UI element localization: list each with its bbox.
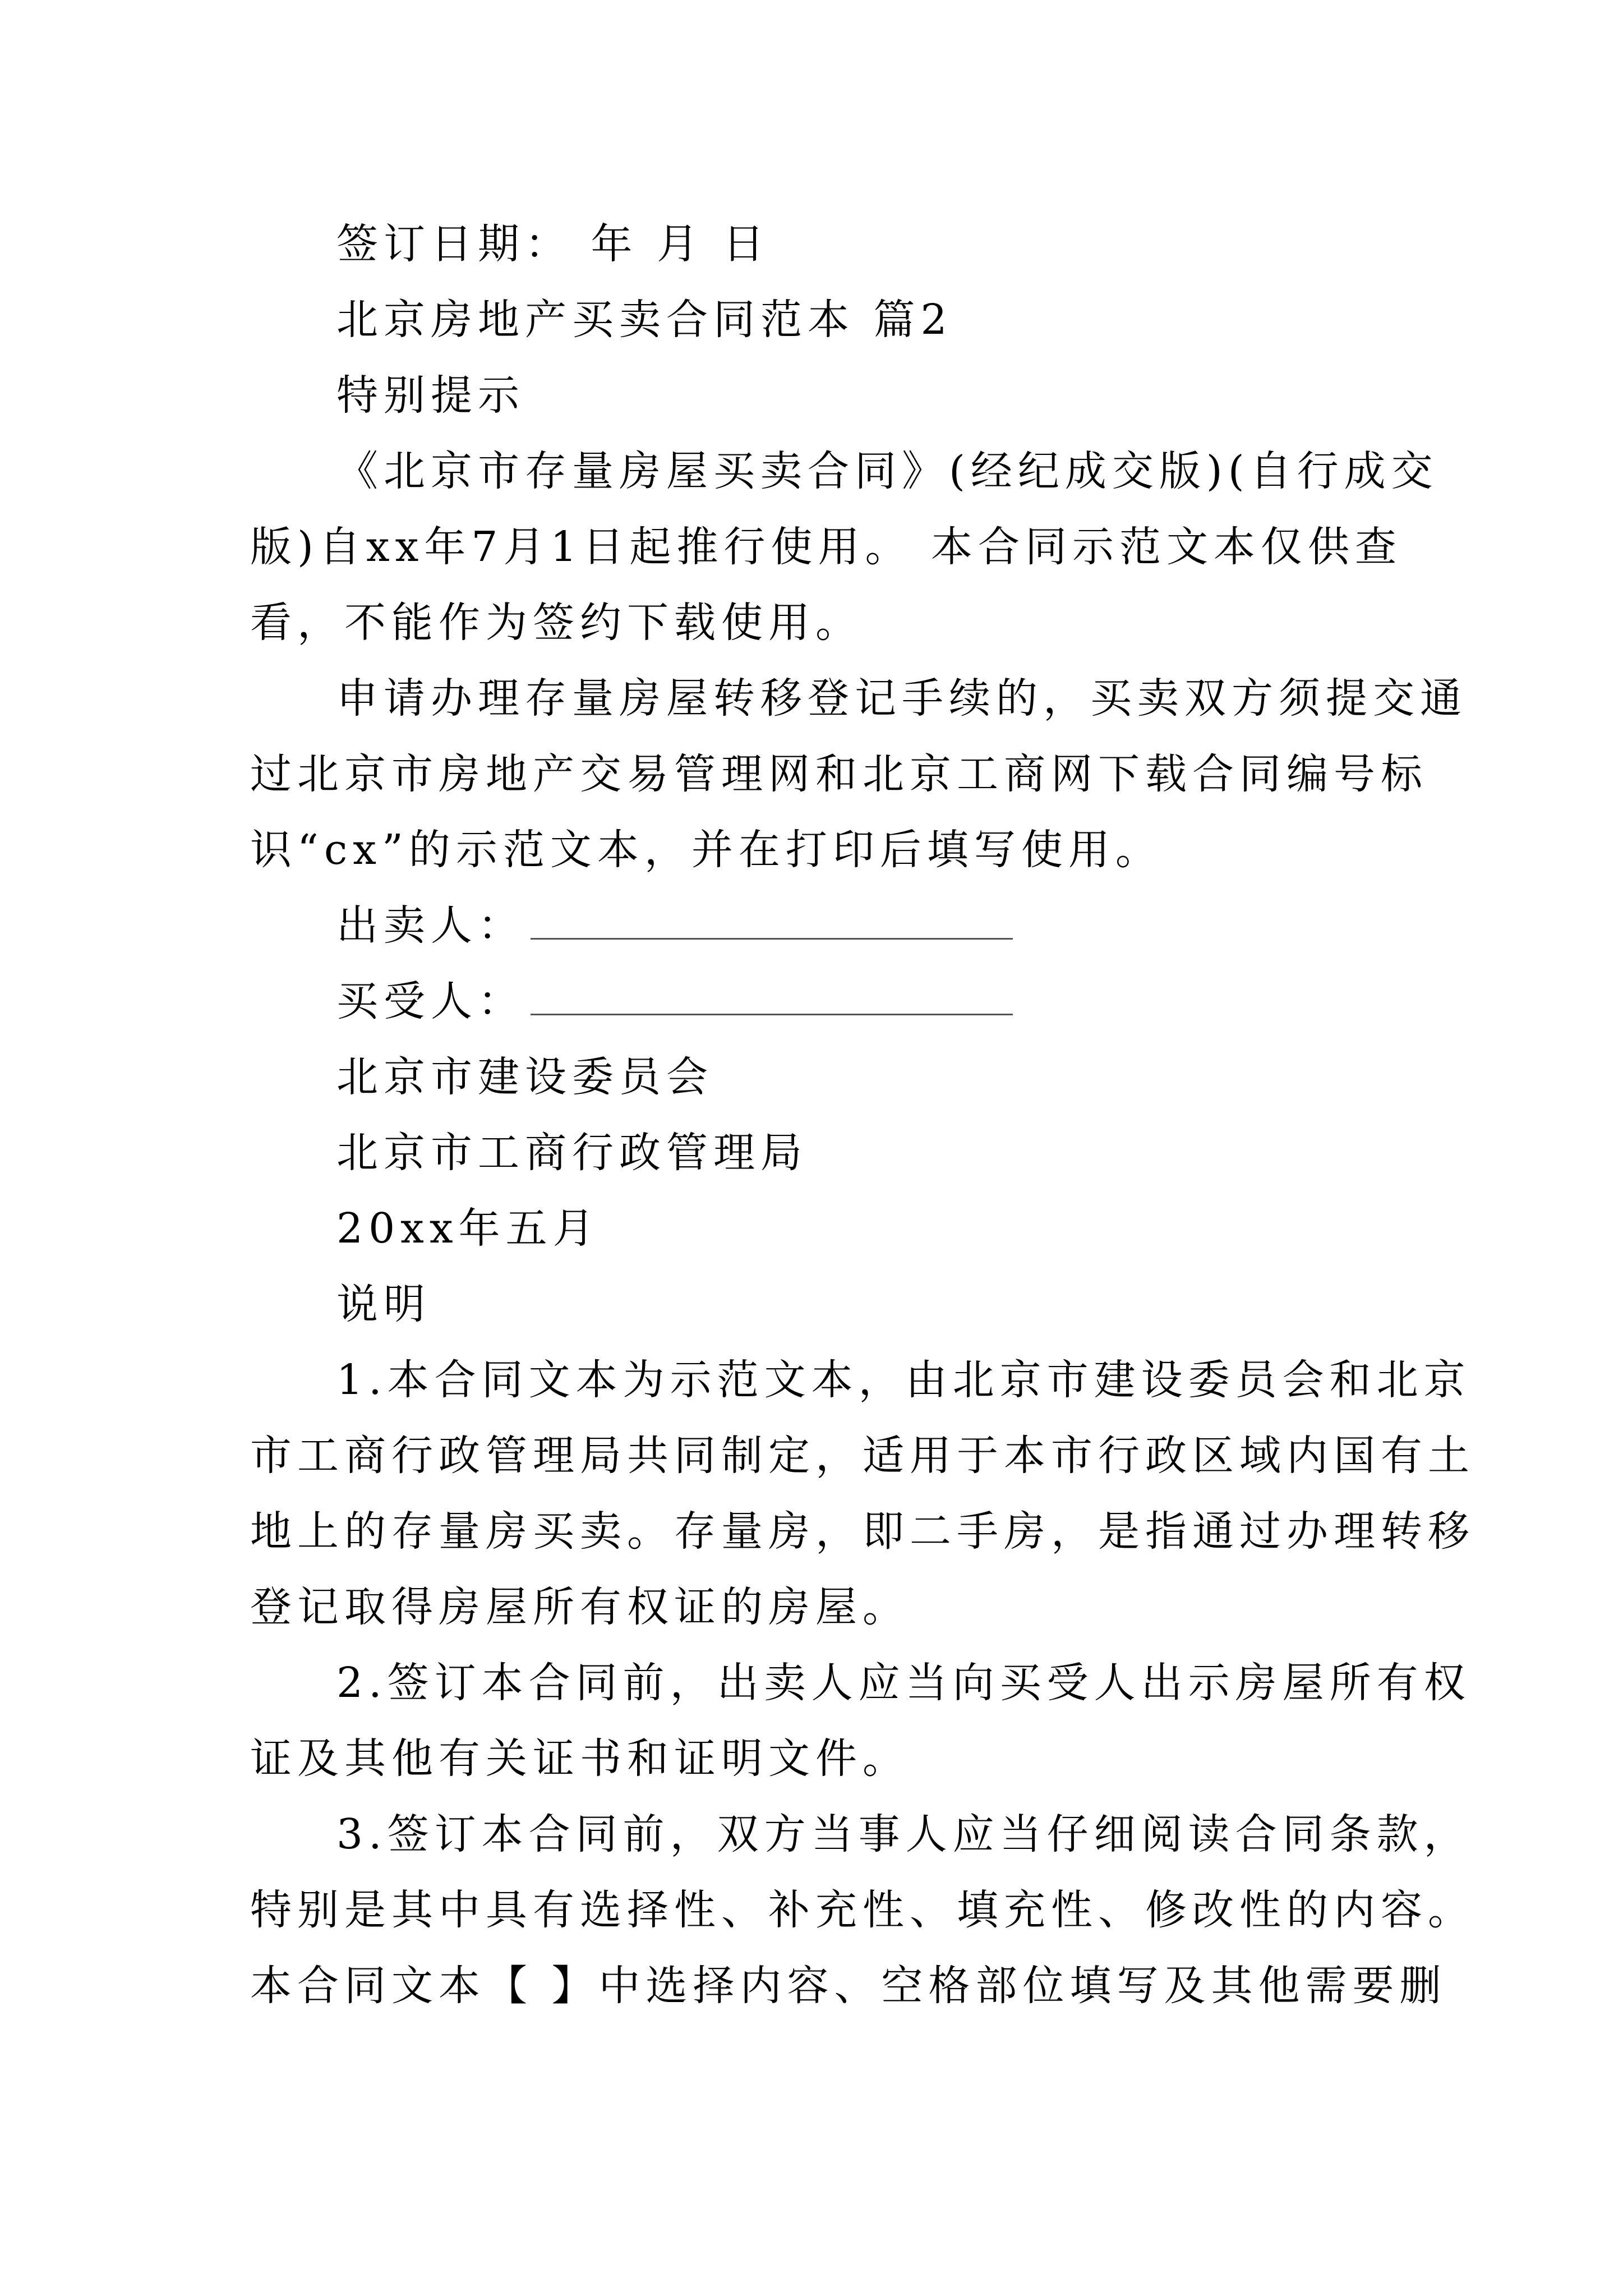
item3-line3: 本合同文本【 】中选择内容、空格部位填写及其他需要删 bbox=[250, 1962, 1447, 2010]
item3-line2: 特别是其中具有选择性、补充性、填充性、修改性的内容。 bbox=[250, 1886, 1475, 1934]
issuer-1: 北京市建设委员会 bbox=[336, 1053, 713, 1101]
buyer-field bbox=[336, 973, 1013, 1029]
para2-line2: 过北京市房地产交易管理网和北京工商网下载合同编号标 bbox=[250, 750, 1428, 798]
section-heading: 北京房地产买卖合同范本 篇2 bbox=[336, 296, 953, 344]
explanation-title: 说明 bbox=[336, 1280, 431, 1328]
para1-line2: 版)自xx年7月1日起推行使用。 本合同示范文本仅供查 bbox=[250, 523, 1403, 571]
para1-line1: 《北京市存量房屋买卖合同》(经纪成交版)(自行成交 bbox=[336, 447, 1438, 495]
buyer-blank bbox=[531, 974, 1013, 1015]
para2-line1: 申请办理存量房屋转移登记手续的，买卖双方须提交通 bbox=[336, 674, 1467, 723]
item1-line4: 登记取得房屋所有权证的房屋。 bbox=[250, 1583, 910, 1631]
seller-field bbox=[336, 898, 1013, 954]
item2-line2: 证及其他有关证书和证明文件。 bbox=[250, 1734, 910, 1783]
para1-line3: 看，不能作为签约下载使用。 bbox=[250, 599, 863, 647]
special-notice-title: 特别提示 bbox=[336, 371, 525, 420]
para2-line3: 识“cx”的示范文本，并在打印后填写使用。 bbox=[250, 826, 1163, 874]
item1-line1: 1.本合同文本为示范文本，由北京市建设委员会和北京 bbox=[336, 1356, 1471, 1404]
item2-line1: 2.签订本合同前，出卖人应当向买受人出示房屋所有权 bbox=[336, 1659, 1471, 1707]
seller-label: 出卖人： bbox=[336, 901, 525, 950]
item3-line1: 3.签订本合同前，双方当事人应当仔细阅读合同条款， bbox=[336, 1810, 1471, 1858]
buyer-label: 买受人： bbox=[336, 977, 525, 1025]
item1-line3: 地上的存量房买卖。存量房，即二手房，是指通过办理转移 bbox=[250, 1507, 1475, 1556]
seller-blank bbox=[531, 899, 1013, 940]
signing-date-line: 签订日期： 年 月 日 bbox=[336, 220, 770, 268]
issue-date: 20xx年五月 bbox=[336, 1204, 600, 1253]
item1-line2: 市工商行政管理局共同制定，适用于本市行政区域内国有土 bbox=[250, 1432, 1475, 1480]
issuer-2: 北京市工商行政管理局 bbox=[336, 1129, 808, 1177]
